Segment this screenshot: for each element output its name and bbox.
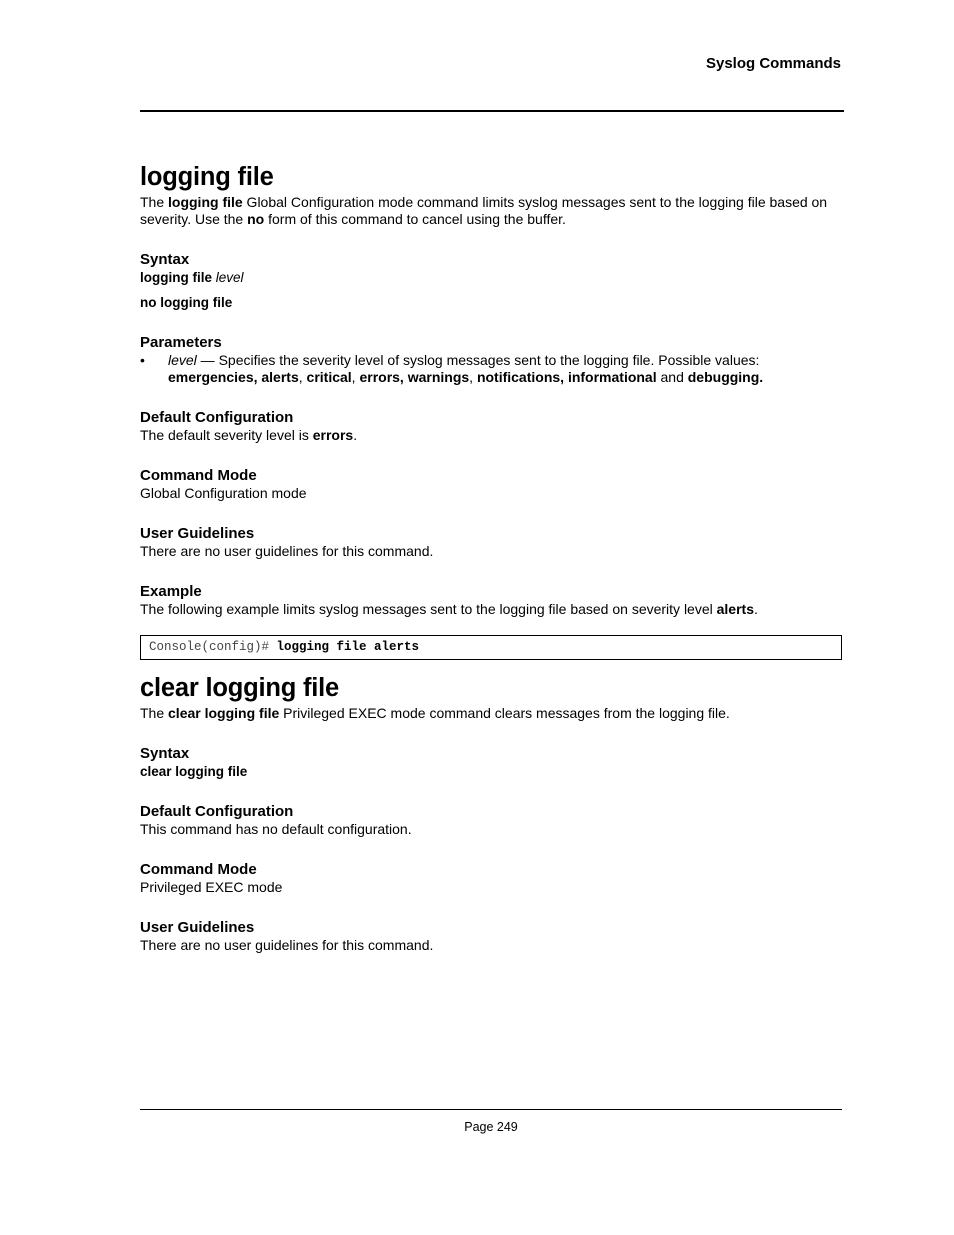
parameters-heading: Parameters xyxy=(140,334,222,351)
user-guidelines-heading: User Guidelines xyxy=(140,525,255,542)
default-configuration-text: The default severity level is errors. xyxy=(140,427,358,443)
syntax-no-command: no logging file xyxy=(140,295,233,310)
command-mode-heading: Command Mode xyxy=(140,861,257,878)
footer-rule xyxy=(140,1109,842,1110)
section-intro: The clear logging file Privileged EXEC mode command clears messages from the logging file. xyxy=(140,705,730,721)
page-number: Page 249 xyxy=(464,1120,518,1134)
section-title-clear-logging-file: clear logging file xyxy=(140,674,340,702)
syntax-heading: Syntax xyxy=(140,745,190,762)
example-text: The following example limits syslog messages sent to the logging file based on severity level alerts. xyxy=(140,601,758,617)
default-configuration-heading: Default Configuration xyxy=(140,803,294,820)
page-content xyxy=(140,160,842,954)
default-configuration-heading: Default Configuration xyxy=(140,409,294,426)
syntax-heading: Syntax xyxy=(140,251,190,268)
bullet-icon: • xyxy=(140,352,145,368)
section-title-logging-file: logging file xyxy=(140,163,274,191)
header-rule xyxy=(140,110,844,112)
code-example xyxy=(140,635,842,660)
default-configuration-text: This command has no default configuration. xyxy=(140,821,412,837)
command-mode-text: Privileged EXEC mode xyxy=(140,879,283,895)
running-header: Syslog Commands xyxy=(705,55,841,72)
user-guidelines-heading: User Guidelines xyxy=(140,919,255,936)
syntax-command: clear logging file xyxy=(140,764,248,779)
section-intro: The logging file Global Configuration mode command limits syslog messages sent to the logging file based on severity. Use the no form of this command to cancel using the buffer. xyxy=(140,194,828,227)
parameter-description: level — Specifies the severity level of syslog messages sent to the logging file. Possible values: emergencies, alerts, critical, errors, warnings, notifications, informational and debugging. xyxy=(168,352,764,385)
syntax-command: logging file level xyxy=(140,270,244,285)
command-mode-heading: Command Mode xyxy=(140,467,257,484)
parameter-item xyxy=(140,352,842,386)
code-command: logging file alerts xyxy=(276,640,420,654)
command-mode-text: Global Configuration mode xyxy=(140,485,307,501)
example-heading: Example xyxy=(140,583,202,600)
user-guidelines-text: There are no user guidelines for this command. xyxy=(140,543,434,559)
user-guidelines-text: There are no user guidelines for this command. xyxy=(140,937,434,953)
code-prompt: Console(config)# xyxy=(149,640,277,654)
